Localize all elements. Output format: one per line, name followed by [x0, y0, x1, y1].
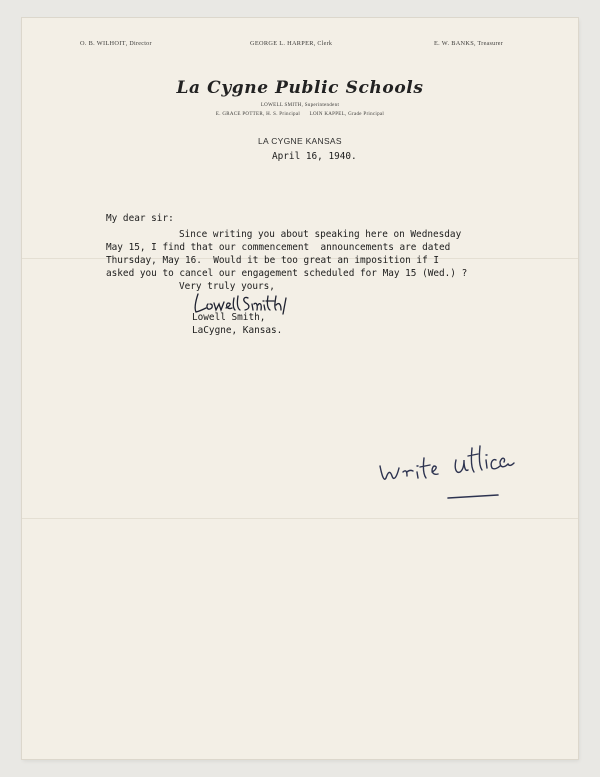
superintendent: LOWELL SMITH, Superintendent	[260, 103, 340, 108]
officer-role: Clerk	[317, 41, 333, 47]
letter-date: April 16, 1940.	[272, 151, 357, 162]
grade-principal: LOIN KAPPEL, Grade Principal	[309, 112, 385, 117]
signer-name: Lowell Smith,	[192, 312, 266, 323]
body-line: Thursday, May 16. Would it be too great an imposition if I	[106, 255, 440, 266]
officer-clerk: GEORGE L. HARPER, Clerk	[250, 40, 333, 47]
body-line: May 15, I find that our commencement announcements are dated	[106, 242, 451, 253]
officer-name: E. W. BANKS	[434, 40, 475, 47]
officer-director: O. B. WILHOIT, Director	[80, 40, 152, 47]
fold-line	[22, 518, 578, 519]
officer-role: Treasurer	[477, 41, 504, 47]
handwritten-note	[374, 426, 549, 506]
officer-name: GEORGE L. HARPER	[250, 40, 314, 47]
hs-principal: E. GRACE POTTER, H. S. Principal	[215, 112, 301, 117]
body-line: Since writing you about speaking here on Wednesday	[179, 229, 462, 240]
letterhead-city: LA CYGNE KANSAS	[258, 136, 342, 146]
signer-place: LaCygne, Kansas.	[192, 325, 283, 336]
officer-treasurer: E. W. BANKS, Treasurer	[434, 40, 504, 47]
letter-page	[22, 18, 578, 759]
school-name: La Cygne Public Schools	[176, 78, 424, 98]
body-line: asked you to cancel our engagement scheduled for May 15 (Wed.) ?	[106, 268, 468, 279]
officer-role: Director	[129, 41, 152, 47]
closing: Very truly yours,	[179, 281, 275, 292]
officer-name: O. B. WILHOIT	[80, 40, 126, 47]
principals-line	[22, 112, 578, 117]
salutation: My dear sir:	[106, 213, 174, 224]
superintendent-line	[22, 103, 578, 108]
